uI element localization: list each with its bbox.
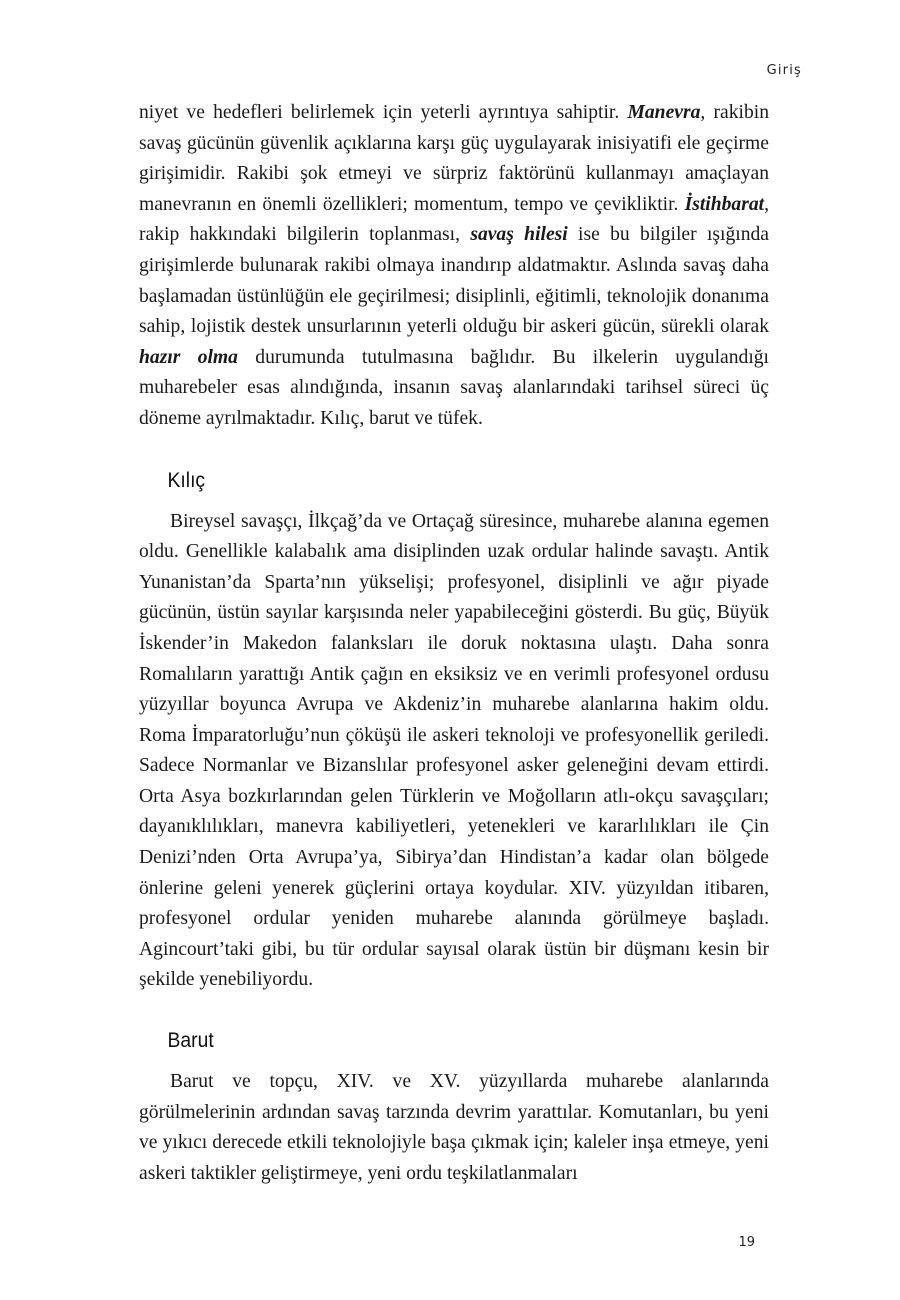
intro-text-5: durumunda tutulmasına bağlıdır. Bu ilkelerin uygulandığı muharebeler esas alındığında, insanın savaş alanlarındaki tarihsel süreci üç döneme ayrılmaktadır. Kılıç, barut ve tüfek. — [139, 346, 769, 429]
barut-paragraph: Barut ve topçu, XIV. ve XV. yüzyıllarda muharebe alanlarında görülmelerinin ardından savaş tarzında devrim yarattılar. Komutanları, bu yeni ve yıkıcı derecede etkili teknolojiyle başa çıkmak için; kaleler inşa etmeye, yeni askeri taktikler geliştirmeye, yeni ordu teşkilatlanmaları — [139, 1071, 769, 1184]
page-number: 19 — [738, 1235, 755, 1250]
intro-text-3: , rakip hakkındaki bilgilerin toplanması, — [139, 193, 769, 246]
intro-text-1: niyet ve hedefleri belirlemek için yeterli ayrıntıya sahiptir. — [139, 102, 628, 123]
section-heading-kilic: Kılıç — [167, 468, 206, 492]
intro-text-4: ise bu bilgiler ışığında girişimlerde bulunarak rakibi olmaya inandırıp aldatmaktır. Aslında savaş daha başlamadan üstünlüğün ele geçirilmesi; disiplinli, eğitimli, teknolojik donanıma sahip, lojistik destek unsurlarının yeterli olduğu bir askeri gücün, sürekli olarak — [139, 224, 769, 338]
intro-paragraph — [139, 98, 769, 435]
term-hazir-olma: hazır olma — [139, 346, 238, 368]
section-heading-barut: Barut — [167, 1029, 214, 1053]
term-savas-hilesi: savaş hilesi — [470, 224, 568, 246]
intro-text-2: , rakibin savaş gücünün güvenlik açıklarına karşı güç uygulayarak inisiyatifi ele geçirme girişimidir. Rakibi şok etmeyi ve sürpriz faktörünü kullanmayı amaçlayan manevranın en önemli özellikleri; momentum, tempo ve çevikliktir. — [139, 102, 770, 215]
term-istihbarat: İstihbarat — [684, 193, 765, 215]
kilic-paragraph: Bireysel savaşçı, İlkçağ’da ve Ortaçağ süresince, muharebe alanına egemen oldu. Genellikle kalabalık ama disiplinden uzak ordular halinde savaştı. Antik Yunanistan’da Sparta’nın yükselişi; profesyonel, disiplinli ve ağır piyade gücünün, üstün sayılar karşısında neler yapabileceğini gösterdi. Bu güç, Büyük İskender’in Makedon falanksları ile doruk noktasına ulaştı. Daha sonra Romalıların yarattığı Antik çağın en eksiksiz ve en verimli profesyonel ordusu yüzyıllar boyunca Avrupa ve Akdeniz’in muharebe alanlarına hakim oldu. Roma İmparatorluğu’nun çöküşü ile askeri teknoloji ve profesyonellik geriledi. Sadece Normanlar ve Bizanslılar profesyonel asker geleneğini devam ettirdi. Orta Asya bozkırlarından gelen Türklerin ve Moğolların atlı-okçu savaşçıları; dayanıklılıkları, manevra kabiliyetleri, yetenekleri ve kararlılıkları ile Çin Denizi’nden Orta Avrupa’ya, Sibirya’dan Hindistan’a kadar olan bölgede önlerine geleni yenerek güçlerini ortaya koydular. XIV. yüzyıldan itibaren, profesyonel ordular yeniden muharebe alanında görülmeye başladı. Agincourt’taki gibi, bu tür ordular sayısal olarak üstün bir düşmanı kesin bir şekilde yenebiliyordu. — [139, 510, 769, 991]
page-body — [139, 98, 769, 1189]
term-manevra: Manevra — [627, 102, 701, 123]
running-head: Giriş — [766, 63, 802, 78]
